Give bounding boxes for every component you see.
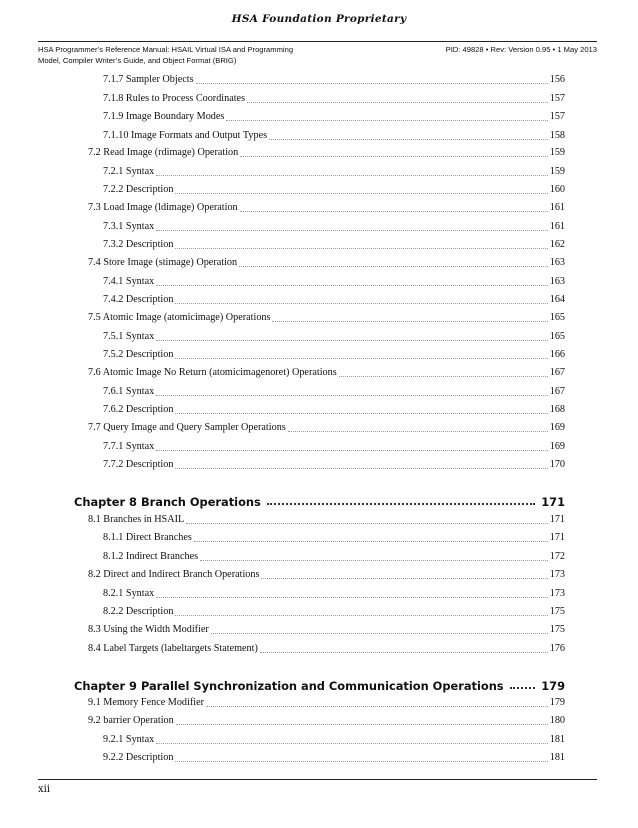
- toc-dot-leader: [240, 211, 548, 212]
- document-title-line1: HSA Programmer’s Reference Manual: HSAIL Virtual ISA and Programming: [38, 45, 294, 54]
- toc-entry-page: 175: [549, 624, 565, 635]
- toc-dot-leader: [261, 578, 547, 579]
- toc-entry-page: 171: [549, 514, 565, 525]
- toc-entry-title: 8.2 Direct and Indirect Branch Operations: [88, 569, 260, 580]
- toc-entry-page: 157: [549, 111, 565, 122]
- toc-entry-page: 179: [549, 697, 565, 708]
- toc-entry-title: 7.5.1 Syntax: [103, 331, 155, 342]
- toc-entry[interactable]: [103, 87, 565, 105]
- toc-entry-title: 7.4.2 Description: [103, 294, 174, 305]
- toc-entry-page: 162: [549, 239, 565, 250]
- toc-entry[interactable]: [103, 582, 565, 600]
- document-revision: PID: 49828 • Rev: Version 0.95 • 1 May 2013: [445, 45, 597, 54]
- toc-chapter-entry[interactable]: [74, 672, 565, 692]
- toc-entry-title: 7.7 Query Image and Query Sampler Operations: [88, 422, 286, 433]
- toc-entry-page: 156: [549, 74, 565, 85]
- toc-entry-page: 165: [549, 331, 565, 342]
- toc-entry[interactable]: [103, 380, 565, 398]
- toc-entry[interactable]: [103, 728, 565, 746]
- toc-entry-title: 9.1 Memory Fence Modifier: [88, 697, 204, 708]
- toc-dot-leader: [211, 633, 548, 634]
- toc-dot-leader: [288, 431, 548, 432]
- toc-dot-leader: [226, 120, 547, 121]
- toc-entry[interactable]: [103, 233, 565, 251]
- toc-entry-page: 166: [549, 349, 565, 360]
- page-number: xii: [38, 784, 51, 795]
- toc-entry-page: 159: [549, 166, 565, 177]
- toc-entry-page: 181: [549, 752, 565, 763]
- document-title-line2: Model, Compiler Writer’s Guide, and Object Format (BRIG): [38, 56, 237, 65]
- toc-dot-leader: [239, 266, 548, 267]
- toc-entry-page: 165: [549, 312, 565, 323]
- toc-entry-page: 180: [549, 715, 565, 726]
- toc-entry[interactable]: [88, 416, 565, 434]
- toc-entry-title: 7.1.8 Rules to Process Coordinates: [103, 92, 246, 104]
- toc-entry-page: 157: [549, 92, 565, 104]
- toc-dot-leader: [175, 248, 547, 249]
- toc-dot-leader: [175, 193, 547, 194]
- toc-entry-title: 8.1.2 Indirect Branches: [103, 551, 199, 562]
- toc-dot-leader: [200, 560, 548, 561]
- toc-entry-page: 170: [549, 459, 565, 470]
- toc-entry-title: 7.2.1 Syntax: [103, 166, 155, 177]
- toc-entry-title: 7.3.1 Syntax: [103, 221, 155, 232]
- toc-entry[interactable]: [88, 637, 565, 655]
- toc-entry-title: 7.3 Load Image (ldimage) Operation: [88, 202, 238, 213]
- toc-dot-leader: [176, 724, 548, 725]
- toc-dot-leader: [269, 139, 548, 140]
- toc-entry[interactable]: [103, 288, 565, 306]
- toc-dot-leader: [175, 358, 547, 359]
- toc-entry-title: 8.2.1 Syntax: [103, 588, 155, 599]
- toc-dot-leader: [175, 413, 547, 414]
- toc-entry[interactable]: [103, 435, 565, 453]
- toc-entry-page: 158: [549, 129, 565, 141]
- toc-entry-title: 7.6.2 Description: [103, 404, 174, 415]
- toc-entry[interactable]: [103, 343, 565, 361]
- toc-dot-leader: [272, 321, 547, 322]
- toc-entry-title: 7.1.7 Sampler Objects: [103, 74, 194, 85]
- toc-entry-page: 167: [549, 386, 565, 397]
- toc-entry-title: 9.2.2 Description: [103, 752, 174, 763]
- toc-dot-leader: [156, 175, 547, 176]
- toc-entry[interactable]: [88, 361, 565, 379]
- toc-entry-page: 160: [549, 184, 565, 195]
- toc-entry[interactable]: [88, 251, 565, 269]
- toc-dot-leader: [194, 541, 548, 542]
- toc-dot-leader: [156, 230, 547, 231]
- toc-entry[interactable]: [103, 215, 565, 233]
- toc-entry-page: 171: [549, 532, 565, 543]
- toc-entry-page: 176: [549, 643, 565, 654]
- toc-entry-title: 7.1.10 Image Formats and Output Types: [103, 129, 268, 141]
- toc-dot-leader: [175, 303, 547, 304]
- toc-entry-page: 159: [549, 147, 565, 158]
- toc-entry-page: 173: [549, 588, 565, 599]
- toc-entry-title: 8.4 Label Targets (labeltargets Statement): [88, 643, 258, 654]
- toc-entry-page: 161: [549, 202, 565, 213]
- toc-dot-leader: [240, 156, 548, 157]
- footer-rule: [38, 779, 597, 780]
- toc-dot-leader: [156, 285, 547, 286]
- toc-entry-title: 7.7.1 Syntax: [103, 441, 155, 452]
- toc-dot-leader: [206, 706, 548, 707]
- toc-entry-title: 7.5.2 Description: [103, 349, 174, 360]
- toc-entry[interactable]: [103, 160, 565, 178]
- toc-entry[interactable]: [103, 178, 565, 196]
- proprietary-banner: HSA Foundation Proprietary: [231, 13, 407, 25]
- toc-entry-title: 7.4 Store Image (stimage) Operation: [88, 257, 238, 268]
- toc-dot-leader: [156, 743, 547, 744]
- toc-entry-page: 163: [549, 257, 565, 268]
- toc-dot-leader: [156, 340, 547, 341]
- toc-dot-leader: [175, 468, 547, 469]
- toc-chapter-entry[interactable]: [74, 488, 565, 508]
- toc-entry[interactable]: [88, 618, 565, 636]
- toc-entry-title: 9.2 barrier Operation: [88, 715, 174, 726]
- toc-dot-leader: [175, 761, 547, 762]
- toc-entry-page: 172: [549, 551, 565, 562]
- toc-entry[interactable]: [88, 691, 565, 709]
- toc-dot-leader: [267, 503, 535, 505]
- toc-entry[interactable]: [103, 453, 565, 471]
- toc-entry-title: 9.2.1 Syntax: [103, 734, 155, 745]
- toc-entry-title: 8.1.1 Direct Branches: [103, 532, 192, 543]
- toc-entry[interactable]: [88, 141, 565, 159]
- toc-entry-title: 7.4.1 Syntax: [103, 276, 155, 287]
- toc-entry-title: 8.3 Using the Width Modifier: [88, 624, 209, 635]
- toc-entry[interactable]: [88, 196, 565, 214]
- toc-entry-title: 7.6.1 Syntax: [103, 386, 155, 397]
- toc-dot-leader: [156, 597, 547, 598]
- toc-entry-title: 8.1 Branches in HSAIL: [88, 514, 185, 525]
- toc-entry-page: 179: [541, 679, 565, 693]
- toc-dot-leader: [247, 102, 548, 103]
- toc-entry[interactable]: [103, 746, 565, 764]
- toc-entry-page: 175: [549, 606, 565, 617]
- toc-dot-leader: [339, 376, 548, 377]
- toc-entry-page: 168: [549, 404, 565, 415]
- toc-entry-page: 167: [549, 367, 565, 378]
- toc-entry-page: 164: [549, 294, 565, 305]
- header-rule: [38, 41, 597, 42]
- toc-entry-page: 181: [549, 734, 565, 745]
- toc-entry[interactable]: [103, 124, 565, 142]
- toc-entry-page: 173: [549, 569, 565, 580]
- toc-entry[interactable]: [103, 600, 565, 618]
- toc-entry[interactable]: [88, 508, 565, 526]
- toc-entry-page: 161: [549, 221, 565, 232]
- toc-entry[interactable]: [88, 709, 565, 727]
- toc-entry-title: 7.7.2 Description: [103, 459, 174, 470]
- toc-entry-page: 169: [549, 422, 565, 433]
- toc-dot-leader: [156, 395, 547, 396]
- toc-entry-title: Chapter 9 Parallel Synchronization and Communication Operations: [74, 679, 504, 693]
- toc-entry-page: 169: [549, 441, 565, 452]
- toc-entry-page: 163: [549, 276, 565, 287]
- toc-entry[interactable]: [88, 306, 565, 324]
- toc-entry[interactable]: [103, 526, 565, 544]
- toc-entry[interactable]: [103, 105, 565, 123]
- toc-entry-title: 7.2 Read Image (rdimage) Operation: [88, 147, 239, 158]
- toc-dot-leader: [186, 523, 548, 524]
- document-title: [38, 44, 368, 66]
- toc-entry[interactable]: [88, 563, 565, 581]
- toc-entry[interactable]: [103, 270, 565, 288]
- toc-entry-title: 7.3.2 Description: [103, 239, 174, 250]
- toc-entry-title: 7.5 Atomic Image (atomicimage) Operations: [88, 312, 271, 323]
- toc-entry-title: 8.2.2 Description: [103, 606, 174, 617]
- toc-entry-title: Chapter 8 Branch Operations: [74, 495, 261, 509]
- toc-entry-title: 7.6 Atomic Image No Return (atomicimagenoret) Operations: [88, 367, 337, 378]
- toc-dot-leader: [196, 83, 548, 84]
- toc-entry-page: 171: [541, 495, 565, 509]
- toc-entry[interactable]: [103, 68, 565, 86]
- toc-entry[interactable]: [103, 398, 565, 416]
- toc-entry[interactable]: [103, 325, 565, 343]
- toc-dot-leader: [260, 652, 548, 653]
- toc-dot-leader: [510, 687, 536, 689]
- toc-dot-leader: [156, 450, 547, 451]
- toc-entry[interactable]: [103, 545, 565, 563]
- toc-entry-title: 7.2.2 Description: [103, 184, 174, 195]
- toc-dot-leader: [175, 615, 547, 616]
- toc-entry-title: 7.1.9 Image Boundary Modes: [103, 111, 225, 122]
